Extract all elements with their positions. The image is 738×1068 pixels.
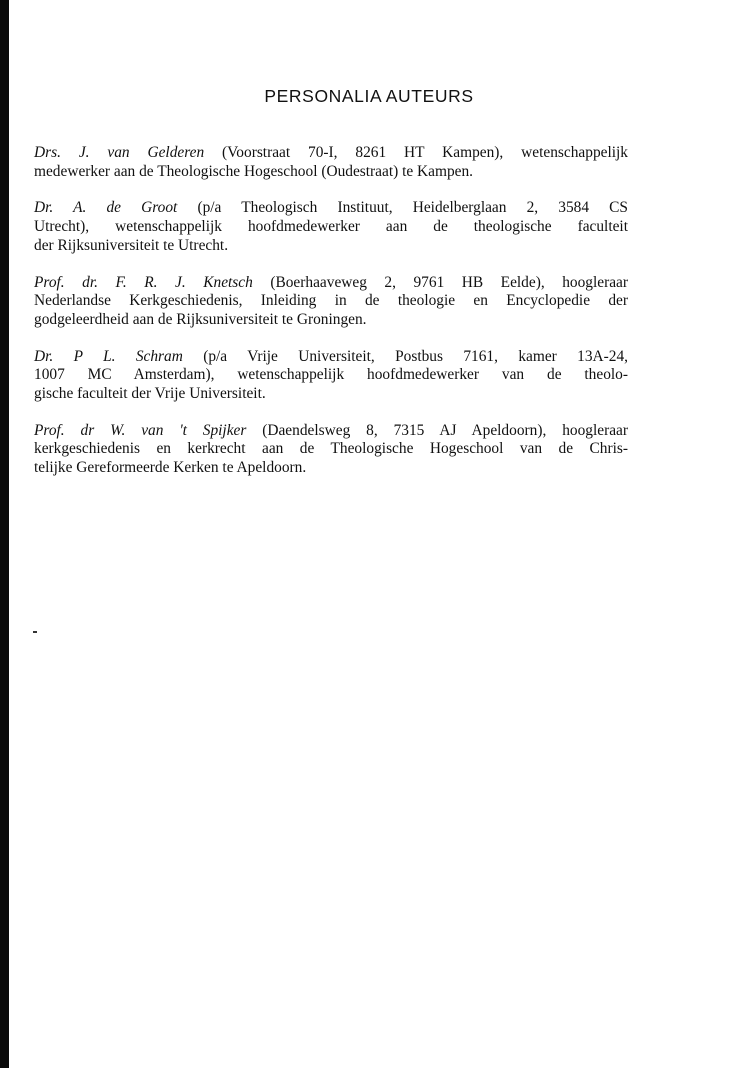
entry-line: Utrecht), wetenschappelijk hoofdmedewerker aan de theologische faculteit (34, 218, 628, 236)
entry-text: (Daendelsweg 8, 7315 AJ Apeldoorn), hoogleraar (246, 421, 628, 439)
entry-text: (p/a Vrije Universiteit, Postbus 7161, kamer 13A-24, (182, 347, 628, 365)
entry-line (34, 144, 628, 163)
entry-line (34, 274, 628, 293)
entry-line: gische faculteit der Vrije Universiteit. (34, 385, 266, 403)
author-entry-schram (34, 348, 628, 404)
entry-text: (Boerhaaveweg 2, 9761 HB Eelde), hoogleraar (252, 273, 628, 291)
author-entry-van-t-spijker (34, 422, 628, 478)
entry-text: (Voorstraat 70-I, 8261 HT Kampen), wetenschappelijk (204, 144, 628, 161)
entry-line: medewerker aan de Theologische Hogeschool (Oudestraat) te Kampen. (34, 162, 474, 180)
page-edge-bar (0, 0, 9, 1068)
entry-line: kerkgeschiedenis en kerkrecht aan de Theologische Hogeschool van de Chris- (34, 440, 628, 458)
author-name: Dr. P L. Schram (34, 347, 183, 365)
entry-line (34, 348, 628, 367)
author-entry-de-groot (34, 199, 628, 255)
stray-mark (33, 631, 37, 633)
author-name: Prof. dr W. van 't Spijker (34, 421, 247, 439)
entry-line: Nederlandse Kerkgeschiedenis, Inleiding in de theologie en Encyclopedie der (34, 292, 628, 310)
author-list (34, 144, 628, 496)
entry-text: (p/a Theologisch Instituut, Heidelberglaan 2, 3584 CS (177, 199, 628, 217)
page-title: PERSONALIA AUTEURS (264, 86, 474, 106)
author-name: Drs. J. van Gelderen (34, 144, 205, 161)
entry-line: der Rijksuniversiteit te Utrecht. (34, 236, 229, 254)
author-entry-van-gelderen (34, 144, 628, 181)
entry-line (34, 422, 628, 441)
entry-line: 1007 MC Amsterdam), wetenschappelijk hoofdmedewerker van de theolo- (34, 366, 628, 384)
entry-line (34, 199, 628, 218)
author-entry-knetsch (34, 274, 628, 330)
entry-line: telijke Gereformeerde Kerken te Apeldoorn. (34, 459, 307, 477)
entry-line: godgeleerdheid aan de Rijksuniversiteit te Groningen. (34, 310, 367, 328)
author-name: Dr. A. de Groot (34, 199, 178, 217)
author-name: Prof. dr. F. R. J. Knetsch (34, 273, 253, 291)
